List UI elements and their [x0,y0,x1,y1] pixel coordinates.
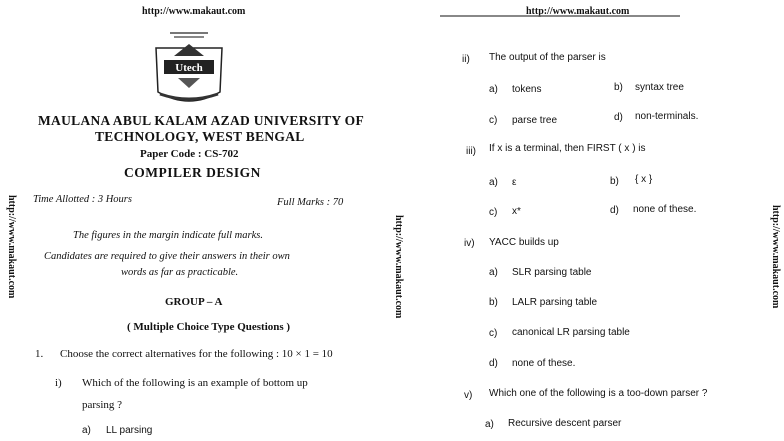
qiv-option-a: SLR parsing table [512,267,592,278]
qiv-option-c-label: c) [489,328,498,339]
faded-header-rule [440,15,680,25]
qiii-option-c: x* [512,206,521,217]
qiv-text: YACC builds up [489,237,559,248]
qiii-option-d: none of these. [633,204,697,215]
group-subtitle: ( Multiple Choice Type Questions ) [127,321,291,333]
qii-option-b-label: b) [614,82,623,93]
qiv-option-c: canonical LR parsing table [512,327,630,338]
qii-option-a-label: a) [489,84,498,95]
side-url-middle: http://www.makaut.com [393,215,404,319]
qi-text-b: parsing ? [82,399,123,411]
qi-text-a: Which of the following is an example of bottom up [82,377,308,389]
university-name-line1: MAULANA ABUL KALAM AZAD UNIVERSITY OF [38,113,365,128]
time-allotted: Time Allotted : 3 Hours [33,194,132,205]
q1-number: 1. [35,348,44,360]
side-url-left: http://www.makaut.com [6,195,17,299]
qi-option-a: LL parsing [106,425,153,436]
instruction-2b: words as far as practicable. [121,267,239,278]
full-marks: Full Marks : 70 [277,197,344,208]
qiv-option-d-label: d) [489,358,498,369]
qv-option-a: Recursive descent parser [508,418,622,429]
qii-text: The output of the parser is [489,52,606,63]
qiv-number: iv) [464,238,475,249]
university-logo [150,30,228,112]
qiii-number: iii) [466,146,476,157]
qiv-option-b: LALR parsing table [512,297,598,308]
logo-text: Utech [175,62,203,74]
side-url-right: http://www.makaut.com [770,205,781,309]
group-heading: GROUP – A [165,296,223,308]
qiii-option-a: ε [512,177,517,188]
qiii-option-b-label: b) [610,176,619,187]
q1-text: Choose the correct alternatives for the following : 10 × 1 = 10 [60,348,333,360]
qv-number: v) [464,390,473,401]
qiii-option-d-label: d) [610,205,619,216]
qi-option-a-label: a) [82,425,91,436]
qii-option-d: non-terminals. [635,111,699,122]
instruction-2a: Candidates are required to give their answers in their own [44,251,290,262]
qv-option-a-label: a) [485,419,494,430]
qv-text: Which one of the following is a too-down parser ? [489,388,708,399]
header-url-left: http://www.makaut.com [142,6,246,17]
qii-option-c-label: c) [489,115,498,126]
qii-option-c: parse tree [512,115,558,126]
subject-title: COMPILER DESIGN [124,165,261,180]
paper-code: Paper Code : CS-702 [140,148,239,160]
qiv-option-d: none of these. [512,358,576,369]
qiii-option-a-label: a) [489,177,498,188]
qiii-text: If x is a terminal, then FIRST ( x ) is [489,143,646,154]
qii-number: ii) [462,54,470,65]
qii-option-a: tokens [512,84,542,95]
university-name-line2: TECHNOLOGY, WEST BENGAL [95,129,305,144]
qiii-option-c-label: c) [489,207,498,218]
qiv-option-b-label: b) [489,297,498,308]
qii-option-b: syntax tree [635,82,684,93]
qiv-option-a-label: a) [489,267,498,278]
qii-option-d-label: d) [614,112,623,123]
qiii-option-b: { x } [635,174,653,185]
header-url-right: http://www.makaut.com [526,6,630,17]
instruction-1: The figures in the margin indicate full marks. [73,230,263,241]
qi-number: i) [55,377,62,389]
